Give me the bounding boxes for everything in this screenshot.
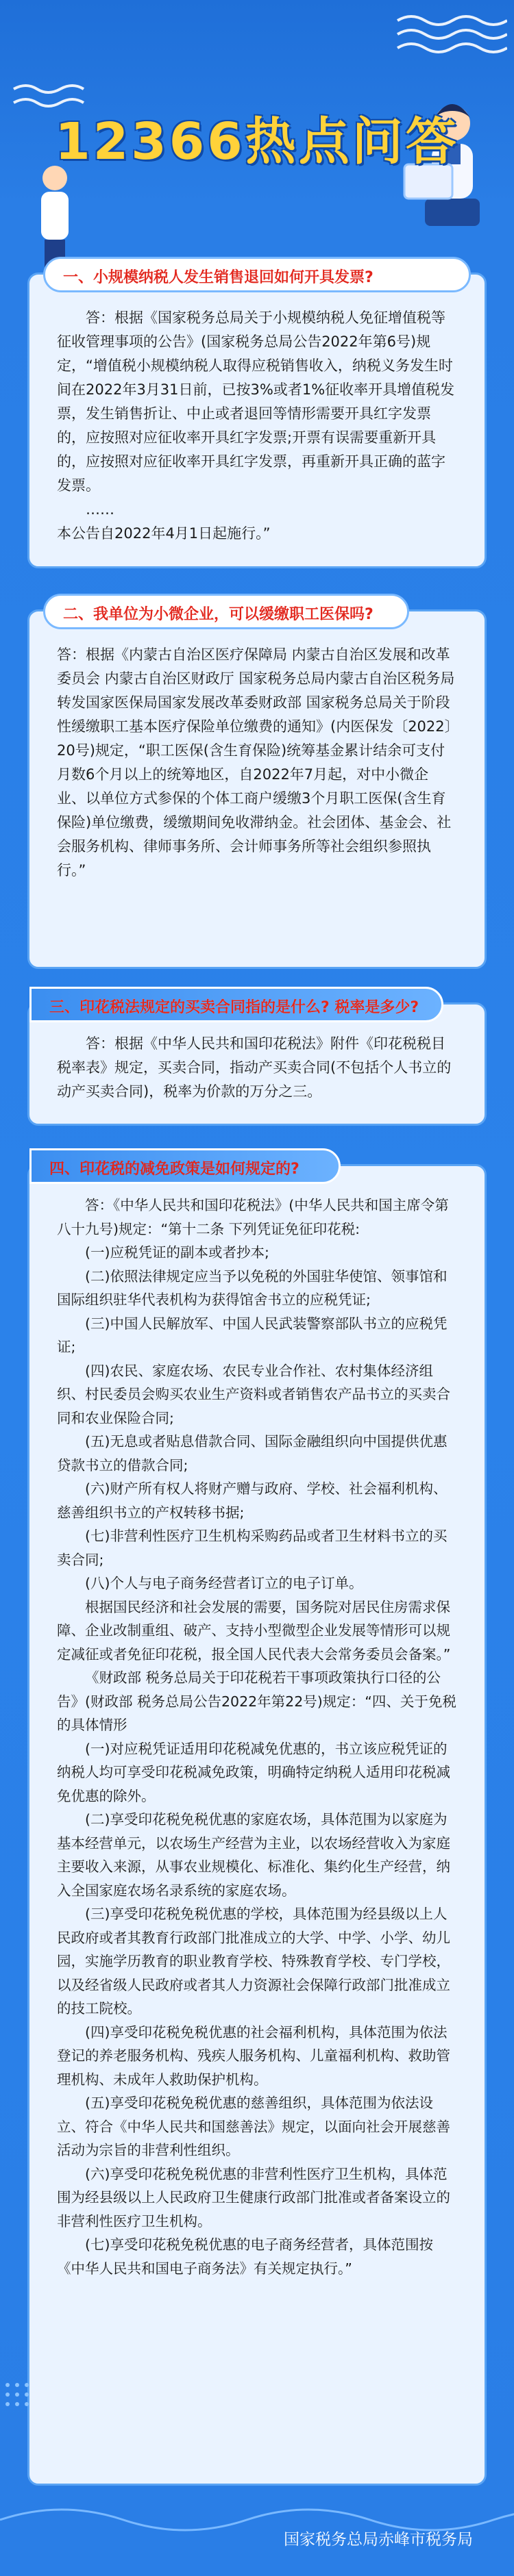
answer-paragraph: (四)享受印花税免税优惠的社会福利机构，具体范围为依法登记的养老服务机构、残疾人服务机构、儿童福利机构、救助管理机构、未成年人救助保护机构。 xyxy=(57,2023,450,2088)
answer-paragraph: (五)享受印花税免税优惠的慈善组织，具体范围为依法设立、符合《中华人民共和国慈善法》规定，以面向社会开展慈善活动为宗旨的非营利性组织。 xyxy=(57,2095,450,2158)
wave-decoration-top-right xyxy=(384,7,507,62)
answer-paragraph: (七)非营利性医疗卫生机构采购药品或者卫生材料书立的买卖合同; xyxy=(57,1528,448,1568)
dot-decoration xyxy=(5,2383,47,2465)
answer-paragraph: (六)享受印花税免税优惠的非营利性医疗卫生机构，具体范围为经县级以上人民政府卫生健康行政部门批准或者备案设立的非营利性医疗卫生机构。 xyxy=(57,2165,450,2230)
answer-paragraph: …… xyxy=(86,501,114,518)
question-banner-1 xyxy=(43,257,471,292)
answer-3 xyxy=(57,1032,457,1104)
answer-paragraph: (四)农民、家庭农场、农民专业合作社、农村集体经济组织、村民委员会购买农业生产资料或者销售农产品书立的买卖合同和农业保险合同; xyxy=(57,1362,450,1426)
header xyxy=(0,0,514,267)
answer-paragraph: 答：根据《内蒙古自治区医疗保障局 内蒙古自治区发展和改革委员会 内蒙古自治区财政厅 国家税务总局内蒙古自治区税务局转发国家医保局国家发展改革委财政部 国家税务总局关于阶段性缓缴职工基本医疗保险单位缴费的通知》(内医保发〔2022〕20号)规定，“职工医保(含生育保险)统筹基金累计结余可支付月数6个月以上的统筹地区，自2022年7月起，对中小微企业、以单位方式参保的个体工商户缓缴3个月职工医保(含生育保险)单位缴费，缓缴期间免收滞纳金。社会团体、基金会、社会服务机构、律师事务所、会计师事务所等社会组织参照执行。” xyxy=(57,646,455,879)
answer-paragraph: 答：《中华人民共和国印花税法》(中华人民共和国主席令第八十九号)规定：“第十二条 下列凭证免征印花税: xyxy=(57,1197,449,1237)
answer-4 xyxy=(57,1194,457,2280)
qa-card-2 xyxy=(27,606,487,969)
answer-paragraph: (一)应税凭证的副本或者抄本; xyxy=(85,1244,269,1261)
answer-paragraph: 本公告自2022年4月1日起施行。” xyxy=(57,525,271,542)
question-text-1: 一、小规模纳税人发生销售退回如何开具发票? xyxy=(63,269,374,286)
answer-paragraph: (三)中国人民解放军、中国人民武装警察部队书立的应税凭证; xyxy=(57,1315,448,1355)
question-banner-2 xyxy=(43,594,409,629)
qa-card-4 xyxy=(27,1161,487,2486)
question-banner-4 xyxy=(29,1148,341,1184)
answer-paragraph: (一)对应税凭证适用印花税减免优惠的，书立该应税凭证的纳税人均可享受印花税减免政策，明确特定纳税人适用印花税减免优惠的除外。 xyxy=(57,1740,450,1804)
page-title-number: 12366 xyxy=(55,112,245,171)
answer-paragraph: (二)依照法律规定应当予以免税的外国驻华使馆、领事馆和国际组织驻华代表机构为获得馆舍书立的应税凭证; xyxy=(57,1267,448,1308)
qa-card-3 xyxy=(27,999,487,1126)
answer-2 xyxy=(57,643,457,883)
answer-paragraph: (二)享受印花税免税优惠的家庭农场，具体范围为以家庭为基本经营单元，以农场生产经营为主业，以农场经营收入为家庭主要收入来源，从事农业规模化、标准化、集约化生产经营，纳入全国家庭农场名录系统的家庭农场。 xyxy=(57,1811,450,1899)
answer-paragraph: 《财政部 税务总局关于印花税若干事项政策执行口径的公告》(财政部 税务总局公告2022年第22号)规定：“四、关于免税的具体情形 xyxy=(57,1669,456,1733)
question-text-2: 二、我单位为小微企业，可以缓缴职工医保吗? xyxy=(63,606,374,623)
answer-paragraph: 答：根据《国家税务总局关于小规模纳税人免征增值税等征收管理事项的公告》(国家税务总局公告2022年第6号)规定，“增值税小规模纳税人取得应税销售收入，纳税义务发生时间在2022年3月31日前，已按3%或者1%征收率开具增值税发票，发生销售折让、中止或者退回等情形需要开具红字发票的，应按照对应征收率开具红字发票;开票有误需要重新开具的，应按照对应征收率开具红字发票，再重新开具正确的蓝字发票。 xyxy=(57,310,455,494)
answer-paragraph: (六)财产所有权人将财产赠与政府、学校、社会福利机构、慈善组织书立的产权转移书据; xyxy=(57,1480,448,1521)
answer-paragraph: (七)享受印花税免税优惠的电子商务经营者，具体范围按《中华人民共和国电子商务法》有关规定执行。” xyxy=(57,2236,433,2277)
page-title xyxy=(0,101,514,174)
answer-paragraph: (三)享受印花税免税优惠的学校，具体范围为经县级以上人民政府或者其教育行政部门批准成立的大学、中学、小学、幼儿园，实施学历教育的职业教育学校、特殊教育学校、专门学校，以及经省级人民政府或者其人力资源社会保障行政部门批准成立的技工院校。 xyxy=(57,1906,450,2017)
answer-paragraph: (五)无息或者贴息借款合同、国际金融组织向中国提供优惠贷款书立的借款合同; xyxy=(57,1433,448,1474)
footer-organization: 国家税务总局赤峰市税务局 xyxy=(284,2531,473,2549)
question-banner-3 xyxy=(29,987,443,1022)
answer-1 xyxy=(57,306,457,546)
answer-paragraph: 答：根据《中华人民共和国印花税法》附件《印花税税目税率表》规定，买卖合同，指动产买卖合同(不包括个人书立的动产买卖合同)，税率为价款的万分之三。 xyxy=(57,1035,452,1100)
question-text-3: 三、印花税法规定的买卖合同指的是什么? 税率是多少? xyxy=(49,999,419,1016)
answer-paragraph: (八)个人与电子商务经营者订立的电子订单。 xyxy=(85,1575,363,1591)
page-title-text: 热点问答 xyxy=(245,112,459,171)
answer-paragraph: 根据国民经济和社会发展的需要，国务院对居民住房需求保障、企业改制重组、破产、支持小型微型企业发展等情形可以规定减征或者免征印花税，报全国人民代表大会常务委员会备案。” xyxy=(57,1598,451,1663)
question-text-4: 四、印花税的减免政策是如何规定的? xyxy=(49,1161,299,1178)
qa-card-1 xyxy=(27,269,487,568)
